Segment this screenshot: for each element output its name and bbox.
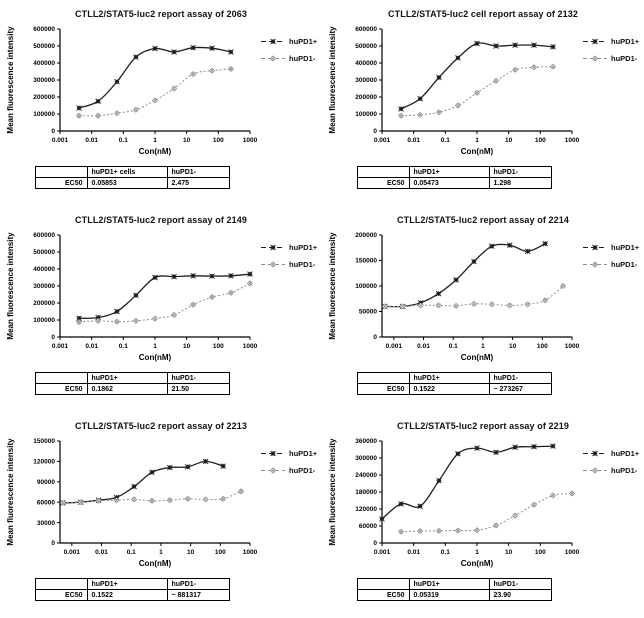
legend-label: huPD1+: [289, 449, 318, 458]
svg-text:10: 10: [505, 549, 513, 556]
svg-text:100000: 100000: [33, 317, 55, 325]
legend: [260, 37, 317, 71]
legend-label: huPD1+: [289, 243, 318, 252]
svg-text:360000: 360000: [355, 438, 377, 446]
legend-entry-hupd1-minus: [260, 466, 317, 475]
svg-text:0.1: 0.1: [118, 137, 128, 144]
svg-text:Mean fluorescence intensity: Mean fluorescence intensity: [328, 438, 337, 546]
table-row-label: EC50: [357, 178, 409, 189]
svg-text:0.1: 0.1: [440, 549, 450, 556]
svg-text:100: 100: [536, 343, 548, 350]
svg-text:500000: 500000: [355, 43, 377, 51]
svg-text:Con(nM): Con(nM): [460, 353, 494, 362]
legend-entry-hupd1-minus: [582, 260, 639, 269]
svg-text:0: 0: [51, 334, 55, 342]
chart-card-2063: [0, 0, 322, 206]
table-header-hupd1-minus: huPD1-: [167, 167, 229, 178]
chart-card-2132: [322, 0, 644, 206]
svg-text:300000: 300000: [355, 77, 377, 85]
svg-text:400000: 400000: [33, 266, 55, 274]
svg-text:0.1: 0.1: [448, 343, 458, 350]
chart-card-2213: [0, 412, 322, 618]
svg-text:Mean fluorescence intensity: Mean fluorescence intensity: [328, 26, 337, 134]
svg-text:0.1: 0.1: [126, 549, 136, 556]
table-corner-cell: [357, 373, 409, 384]
table-corner-cell: [357, 579, 409, 590]
legend-label: huPD1-: [289, 54, 316, 63]
dose-response-plot: [4, 21, 260, 165]
ec50-value-hupd1-minus: ~ 881317: [167, 590, 229, 601]
svg-text:100: 100: [214, 549, 226, 556]
svg-text:0: 0: [51, 540, 55, 548]
legend-entry-hupd1-minus: [582, 54, 639, 63]
svg-text:500000: 500000: [33, 249, 55, 257]
svg-text:10: 10: [505, 137, 513, 144]
plot-row: [0, 227, 322, 371]
chart-title: CTLL2/STAT5-luc2 report assay of 2063: [75, 9, 247, 19]
ec50-value-hupd1-plus: 0.1522: [87, 590, 167, 601]
svg-text:10: 10: [508, 343, 517, 350]
svg-text:0: 0: [373, 128, 377, 136]
svg-text:Mean fluorescence intensity: Mean fluorescence intensity: [6, 232, 15, 340]
ec50-value-hupd1-plus: 0.05473: [409, 178, 489, 189]
legend: [582, 37, 639, 71]
svg-text:0.01: 0.01: [407, 549, 420, 556]
hupd1-minus-series-marker-icon: [260, 54, 286, 63]
svg-text:150000: 150000: [33, 438, 55, 446]
legend-label: huPD1+: [611, 449, 640, 458]
table-header-hupd1-minus: huPD1-: [167, 373, 229, 384]
table-corner-cell: [35, 373, 87, 384]
svg-text:1: 1: [159, 549, 163, 556]
ec50-table-wrap: [326, 166, 582, 189]
table-row-label: EC50: [35, 384, 87, 395]
svg-text:240000: 240000: [355, 472, 377, 480]
hupd1-minus-series-marker-icon: [260, 466, 286, 475]
svg-text:90000: 90000: [36, 479, 55, 486]
svg-text:Con(nM): Con(nM): [138, 147, 172, 156]
ec50-value-hupd1-minus: 1.298: [489, 178, 551, 189]
svg-text:400000: 400000: [33, 60, 55, 68]
svg-text:10: 10: [183, 137, 191, 144]
svg-text:30000: 30000: [36, 519, 55, 527]
plot-row: [322, 21, 644, 165]
svg-text:100000: 100000: [355, 111, 377, 119]
svg-text:Mean fluorescence intensity: Mean fluorescence intensity: [6, 438, 15, 546]
table-header-hupd1-minus: huPD1-: [489, 373, 551, 384]
svg-text:200000: 200000: [33, 94, 55, 102]
svg-text:1: 1: [153, 343, 157, 350]
table-header-hupd1-plus: huPD1+: [87, 579, 167, 590]
ec50-table: [35, 372, 230, 395]
ec50-table: [35, 578, 230, 601]
svg-text:100000: 100000: [33, 111, 55, 119]
hupd1-plus-series-marker-icon: [260, 449, 286, 458]
svg-text:0.1: 0.1: [118, 343, 128, 350]
svg-text:1000: 1000: [564, 137, 580, 144]
chart-title: CTLL2/STAT5-luc2 cell report assay of 2132: [388, 9, 578, 19]
svg-text:Con(nM): Con(nM): [460, 147, 494, 156]
ec50-table: [357, 166, 552, 189]
legend-entry-hupd1-plus: [582, 37, 639, 46]
legend: [260, 243, 317, 277]
svg-text:1000: 1000: [564, 343, 580, 350]
legend: [582, 449, 639, 483]
table-header-hupd1-plus: huPD1+: [409, 167, 489, 178]
table-row-label: EC50: [357, 590, 409, 601]
hupd1-minus-series-marker-icon: [260, 260, 286, 269]
svg-text:0.001: 0.001: [63, 549, 80, 556]
svg-text:0.01: 0.01: [95, 549, 108, 556]
chart-card-2214: [322, 206, 644, 412]
svg-text:60000: 60000: [36, 499, 55, 507]
svg-text:200000: 200000: [355, 232, 377, 240]
svg-text:600000: 600000: [33, 26, 55, 34]
svg-text:100: 100: [212, 343, 224, 350]
ec50-value-hupd1-plus: 0.1862: [87, 384, 167, 395]
svg-text:100: 100: [534, 137, 546, 144]
legend-entry-hupd1-minus: [582, 466, 639, 475]
svg-text:1: 1: [153, 137, 157, 144]
legend-label: huPD1-: [611, 260, 638, 269]
svg-text:0.001: 0.001: [385, 343, 402, 350]
hupd1-minus-series-marker-icon: [582, 54, 608, 63]
svg-text:10: 10: [186, 549, 195, 556]
svg-text:300000: 300000: [33, 283, 55, 291]
svg-text:600000: 600000: [355, 26, 377, 34]
plot-row: [322, 227, 644, 371]
hupd1-plus-series-marker-icon: [582, 449, 608, 458]
svg-text:400000: 400000: [355, 60, 377, 68]
ec50-table: [357, 372, 552, 395]
chart-title: CTLL2/STAT5-luc2 report assay of 2219: [397, 421, 569, 431]
svg-text:1000: 1000: [564, 549, 580, 556]
svg-text:100000: 100000: [355, 283, 377, 291]
svg-text:0.01: 0.01: [417, 343, 430, 350]
svg-text:500000: 500000: [33, 43, 55, 51]
hupd1-plus-series-marker-icon: [260, 243, 286, 252]
svg-text:1: 1: [481, 343, 485, 350]
svg-text:300000: 300000: [355, 455, 377, 463]
hupd1-plus-series-marker-icon: [260, 37, 286, 46]
svg-text:Mean fluorescence intensity: Mean fluorescence intensity: [328, 232, 337, 340]
svg-text:Con(nM): Con(nM): [138, 353, 172, 362]
table-corner-cell: [357, 167, 409, 178]
dose-response-plot: [326, 433, 582, 577]
legend-entry-hupd1-plus: [260, 37, 317, 46]
svg-text:1000: 1000: [242, 137, 258, 144]
svg-text:1000: 1000: [242, 549, 258, 556]
svg-text:100: 100: [212, 137, 224, 144]
svg-text:0.001: 0.001: [373, 137, 391, 144]
svg-text:Mean fluorescence intensity: Mean fluorescence intensity: [6, 26, 15, 134]
plot-row: [0, 21, 322, 165]
ec50-table-wrap: [326, 578, 582, 601]
chart-title: CTLL2/STAT5-luc2 report assay of 2149: [75, 215, 247, 225]
legend-entry-hupd1-minus: [260, 54, 317, 63]
svg-text:0.1: 0.1: [440, 137, 450, 144]
ec50-table: [35, 166, 230, 189]
hupd1-plus-series-marker-icon: [582, 37, 608, 46]
svg-text:0: 0: [373, 540, 377, 548]
svg-text:600000: 600000: [33, 232, 55, 240]
ec50-value-hupd1-minus: ~ 273267: [489, 384, 551, 395]
ec50-value-hupd1-minus: 23.90: [489, 590, 551, 601]
svg-text:60000: 60000: [358, 523, 377, 531]
svg-text:1000: 1000: [242, 343, 258, 350]
table-row-label: EC50: [357, 384, 409, 395]
table-corner-cell: [35, 167, 87, 178]
ec50-value-hupd1-minus: 2.475: [167, 178, 229, 189]
svg-text:200000: 200000: [33, 300, 55, 308]
chart-card-2149: [0, 206, 322, 412]
legend-entry-hupd1-plus: [582, 243, 639, 252]
svg-text:120000: 120000: [355, 506, 377, 514]
legend-entry-hupd1-plus: [582, 449, 639, 458]
svg-text:120000: 120000: [33, 458, 55, 466]
svg-text:300000: 300000: [33, 77, 55, 85]
dose-response-plot: [4, 433, 260, 577]
svg-text:Con(nM): Con(nM): [460, 559, 494, 568]
legend-entry-hupd1-plus: [260, 243, 317, 252]
ec50-value-hupd1-minus: 21.50: [167, 384, 229, 395]
legend-label: huPD1-: [611, 54, 638, 63]
dose-response-plot: [326, 21, 582, 165]
svg-text:0.01: 0.01: [85, 343, 98, 350]
chart-title: CTLL2/STAT5-luc2 report assay of 2213: [75, 421, 247, 431]
svg-text:10: 10: [183, 343, 191, 350]
table-header-hupd1-plus: huPD1+: [409, 373, 489, 384]
svg-text:100: 100: [534, 549, 546, 556]
chart-title: CTLL2/STAT5-luc2 report assay of 2214: [397, 215, 569, 225]
legend-label: huPD1+: [611, 37, 640, 46]
ec50-value-hupd1-plus: 0.05853: [87, 178, 167, 189]
legend: [260, 449, 317, 483]
svg-text:0.001: 0.001: [51, 343, 69, 350]
legend-entry-hupd1-plus: [260, 449, 317, 458]
svg-text:0.01: 0.01: [407, 137, 420, 144]
ec50-table: [357, 578, 552, 601]
legend-label: huPD1-: [289, 260, 316, 269]
plot-row: [322, 433, 644, 577]
svg-text:0.001: 0.001: [373, 549, 391, 556]
ec50-value-hupd1-plus: 0.1522: [409, 384, 489, 395]
ec50-value-hupd1-plus: 0.05319: [409, 590, 489, 601]
legend-label: huPD1-: [289, 466, 316, 475]
table-header-hupd1-minus: huPD1-: [489, 167, 551, 178]
table-header-hupd1-plus: huPD1+ cells: [87, 167, 167, 178]
svg-text:0.001: 0.001: [51, 137, 69, 144]
plot-row: [0, 433, 322, 577]
table-corner-cell: [35, 579, 87, 590]
svg-text:50000: 50000: [358, 308, 377, 316]
svg-text:0: 0: [51, 128, 55, 136]
svg-text:150000: 150000: [355, 257, 377, 265]
hupd1-minus-series-marker-icon: [582, 466, 608, 475]
legend: [582, 243, 639, 277]
legend-label: huPD1-: [611, 466, 638, 475]
dose-response-plot: [4, 227, 260, 371]
table-row-label: EC50: [35, 178, 87, 189]
legend-entry-hupd1-minus: [260, 260, 317, 269]
ec50-table-wrap: [4, 578, 260, 601]
svg-text:Con(nM): Con(nM): [138, 559, 172, 568]
dose-response-plot: [326, 227, 582, 371]
table-header-hupd1-plus: huPD1+: [87, 373, 167, 384]
table-header-hupd1-plus: huPD1+: [409, 579, 489, 590]
svg-text:1: 1: [475, 549, 479, 556]
table-header-hupd1-minus: huPD1-: [167, 579, 229, 590]
ec50-table-wrap: [326, 372, 582, 395]
svg-text:0: 0: [373, 334, 377, 342]
svg-text:1: 1: [475, 137, 479, 144]
svg-text:0.01: 0.01: [85, 137, 98, 144]
chart-card-2219: [322, 412, 644, 618]
svg-text:180000: 180000: [355, 489, 377, 497]
ec50-table-wrap: [4, 166, 260, 189]
hupd1-plus-series-marker-icon: [582, 243, 608, 252]
ec50-table-wrap: [4, 372, 260, 395]
table-header-hupd1-minus: huPD1-: [489, 579, 551, 590]
table-row-label: EC50: [35, 590, 87, 601]
legend-label: huPD1+: [289, 37, 318, 46]
legend-label: huPD1+: [611, 243, 640, 252]
hupd1-minus-series-marker-icon: [582, 260, 608, 269]
svg-text:200000: 200000: [355, 94, 377, 102]
